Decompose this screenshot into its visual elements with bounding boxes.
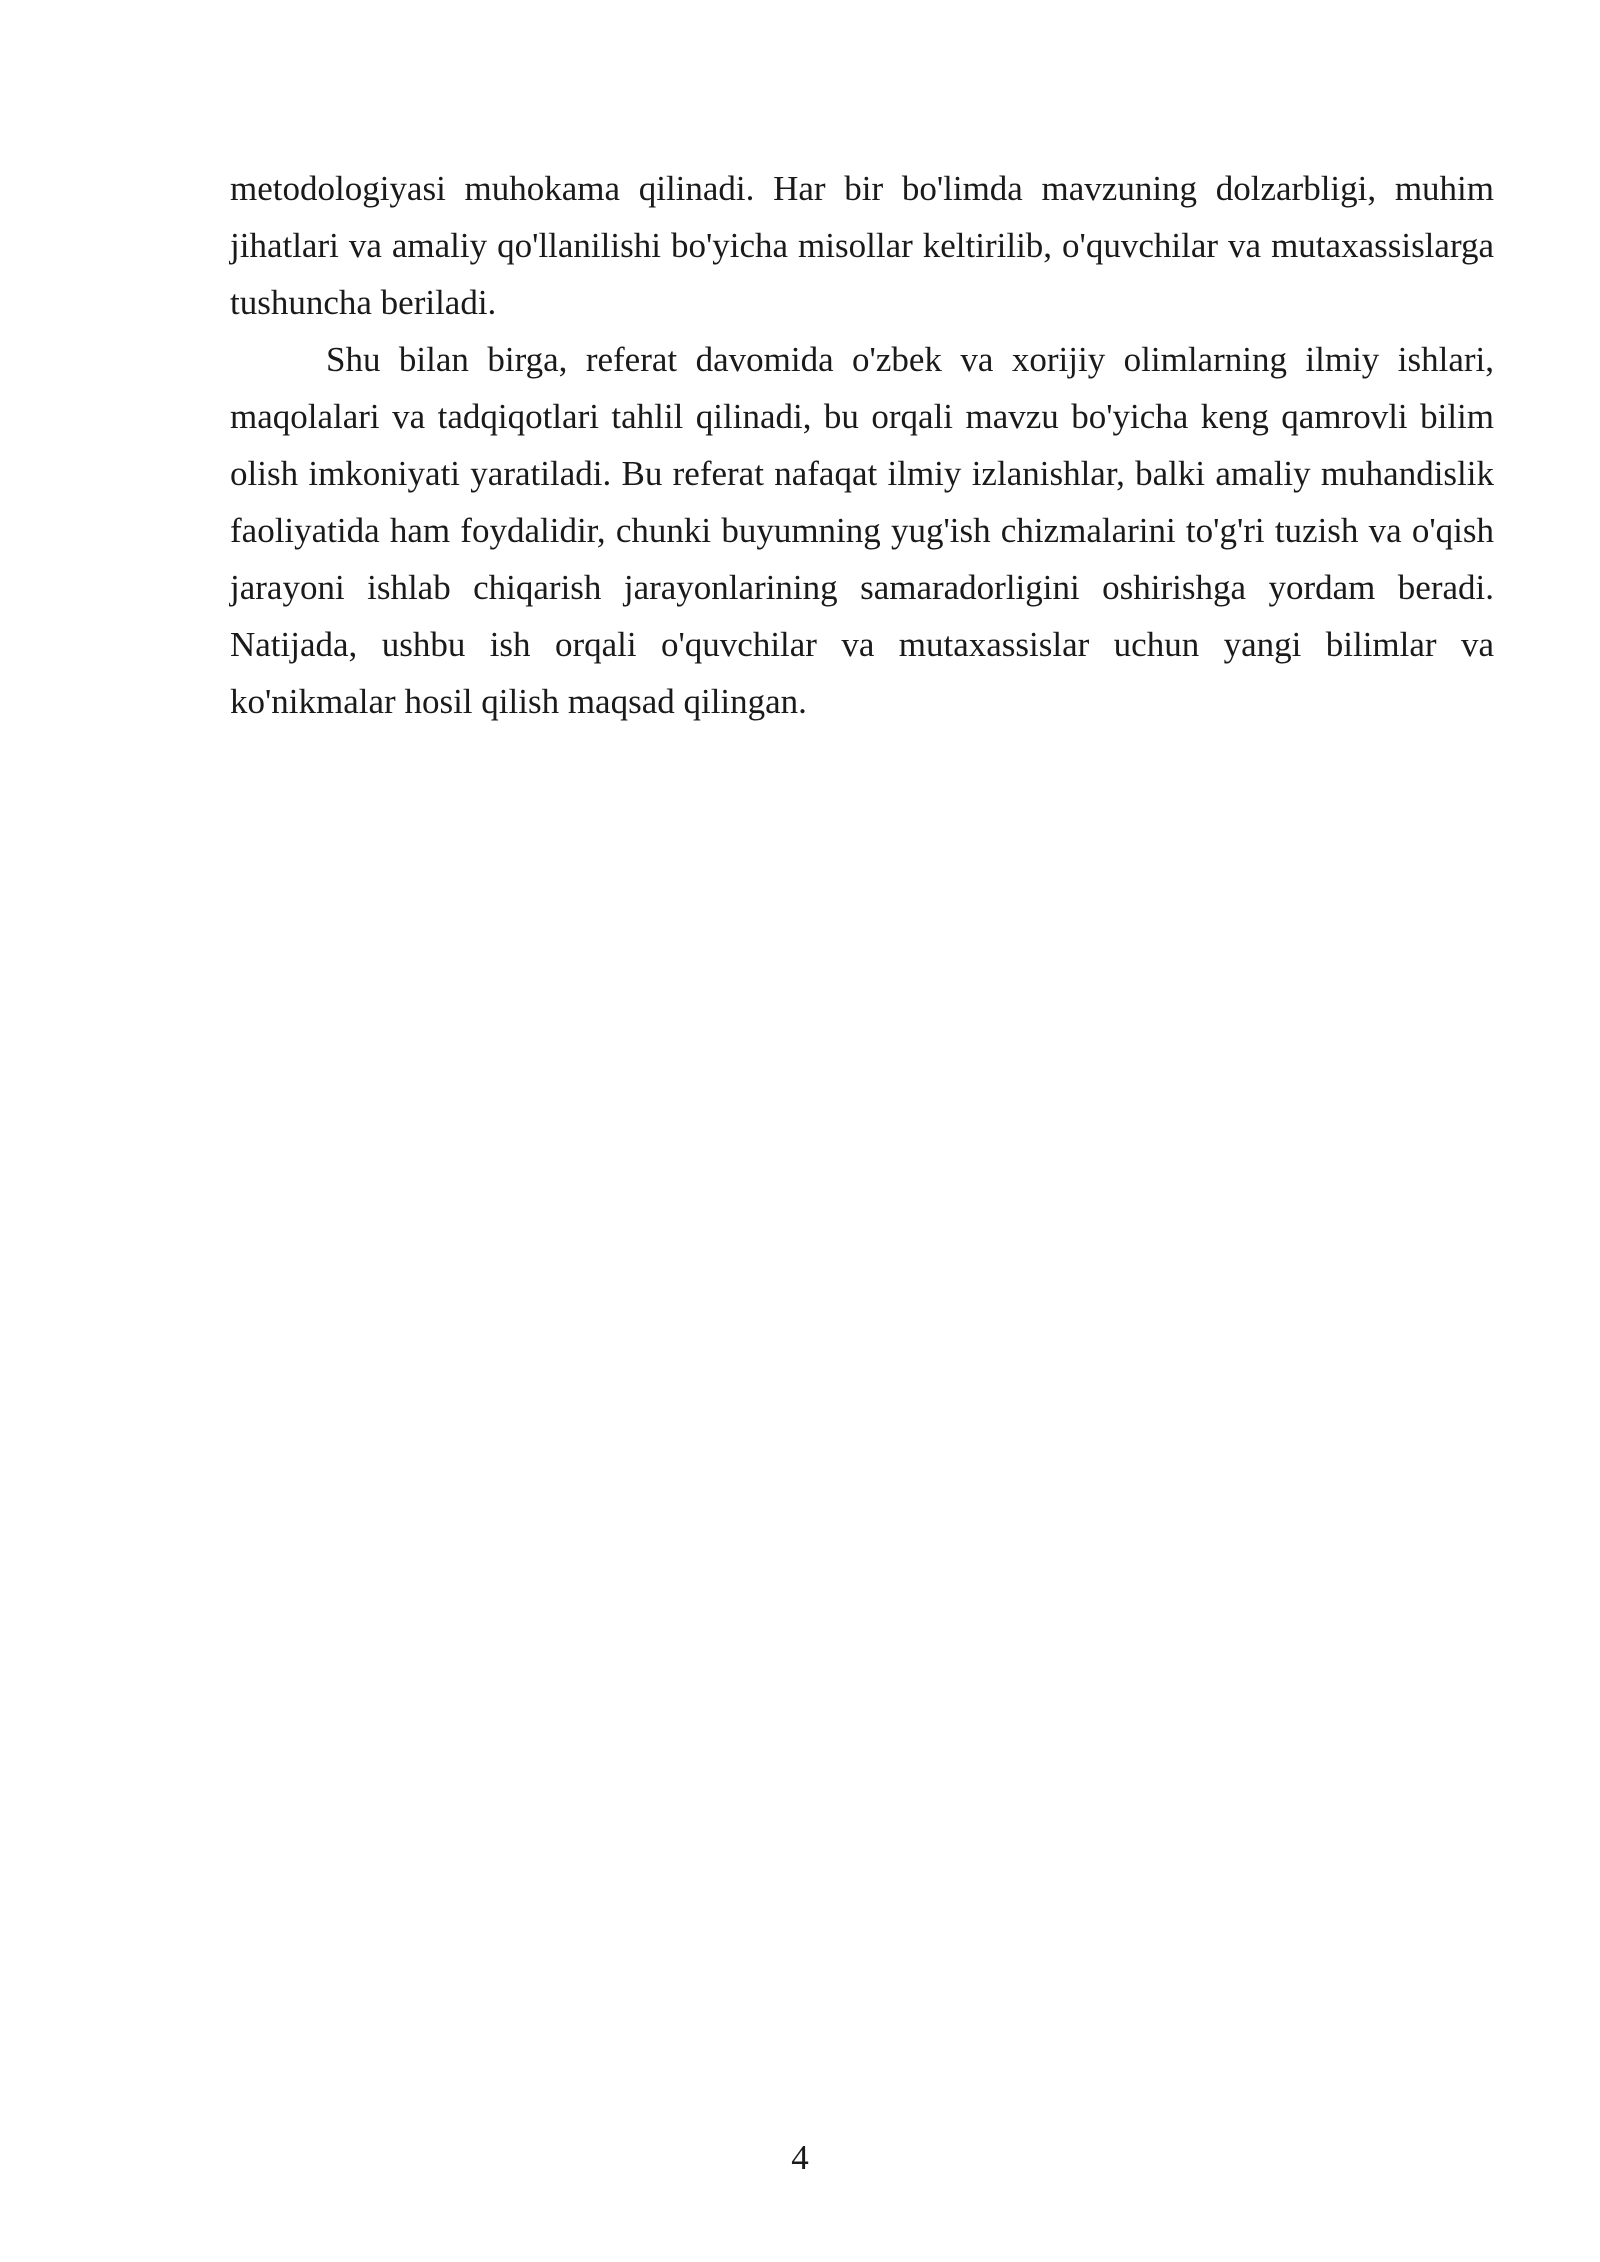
paragraph-1: metodologiyasi muhokama qilinadi. Har bir bo'limda mavzuning dolzarbligi, muhim jihatlari va amaliy qo'llanilishi bo'yicha misollar keltirilib, o'quvchilar va mutaxassislarga tushuncha beriladi. <box>230 169 1494 322</box>
page-number: 4 <box>791 2138 809 2177</box>
document-body <box>230 160 1494 730</box>
paragraph-2: Shu bilan birga, referat davomida o'zbek va xorijiy olimlarning ilmiy ishlari, maqolalari va tadqiqotlari tahlil qilinadi, bu orqali mavzu bo'yicha keng qamrovli bilim olish imkoniyati yaratiladi. Bu referat nafaqat ilmiy izlanishlar, balki amaliy muhandislik faoliyatida ham foydalidir, chunki buyumning yug'ish chizmalarini to'g'ri tuzish va o'qish jarayoni ishlab chiqarish jarayonlarining samaradorligini oshirishga yordam beradi. Natijada, ushbu ish orqali o'quvchilar va mutaxassislar uchun yangi bilimlar va ko'nikmalar hosil qilish maqsad qilingan. <box>230 340 1494 721</box>
